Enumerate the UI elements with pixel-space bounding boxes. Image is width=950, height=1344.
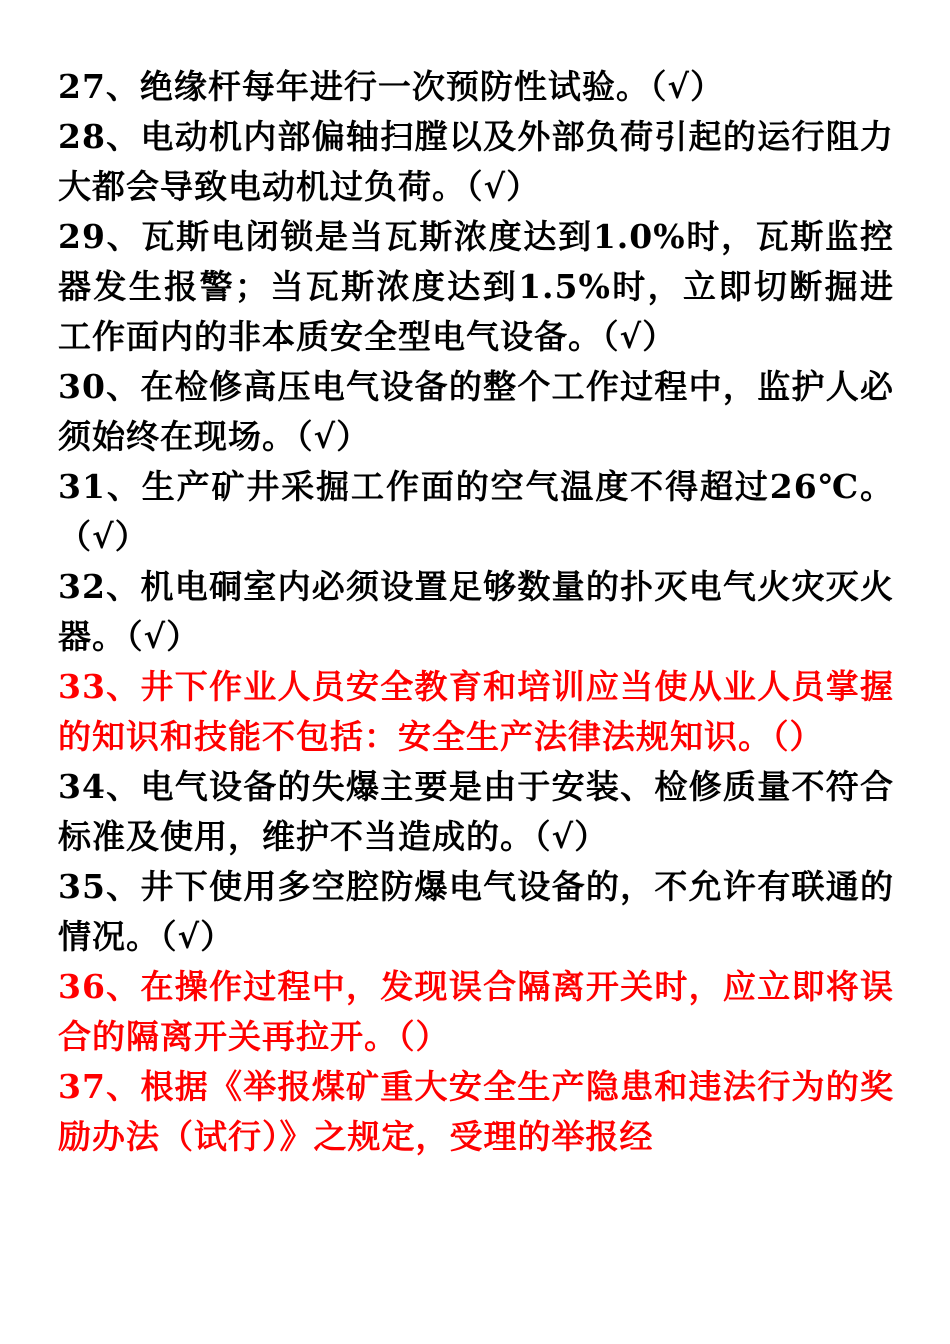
question-37: 37、根据《举报煤矿重大安全生产隐患和违法行为的奖励办法（试行）》之规定，受理的举报经 bbox=[58, 1067, 894, 1156]
question-28: 28、电动机内部偏轴扫膛以及外部负荷引起的运行阻力大都会导致电动机过负荷。（√） bbox=[58, 117, 894, 206]
question-32: 32、机电硐室内必须设置足够数量的扑灭电气火灾灭火器。（√） bbox=[58, 567, 894, 656]
question-33: 33、井下作业人员安全教育和培训应当使从业人员掌握的知识和技能不包括：安全生产法律法规知识。（） bbox=[58, 667, 894, 756]
document-page bbox=[58, 62, 894, 1162]
question-29: 29、瓦斯电闭锁是当瓦斯浓度达到1.0%时，瓦斯监控器发生报警；当瓦斯浓度达到1.5%时，立即切断掘进工作面内的非本质安全型电气设备。（√） bbox=[58, 217, 894, 356]
question-36: 36、在操作过程中，发现误合隔离开关时，应立即将误合的隔离开关再拉开。（） bbox=[58, 967, 894, 1056]
question-35: 35、井下使用多空腔防爆电气设备的，不允许有联通的情况。（√） bbox=[58, 867, 894, 956]
question-31: 31、生产矿井采掘工作面的空气温度不得超过26℃。（√） bbox=[58, 467, 894, 556]
question-27: 27、绝缘杆每年进行一次预防性试验。（√） bbox=[58, 67, 725, 106]
question-30: 30、在检修高压电气设备的整个工作过程中，监护人必须始终在现场。（√） bbox=[58, 367, 894, 456]
question-34: 34、电气设备的失爆主要是由于安装、检修质量不符合标准及使用，维护不当造成的。（√） bbox=[58, 767, 894, 856]
